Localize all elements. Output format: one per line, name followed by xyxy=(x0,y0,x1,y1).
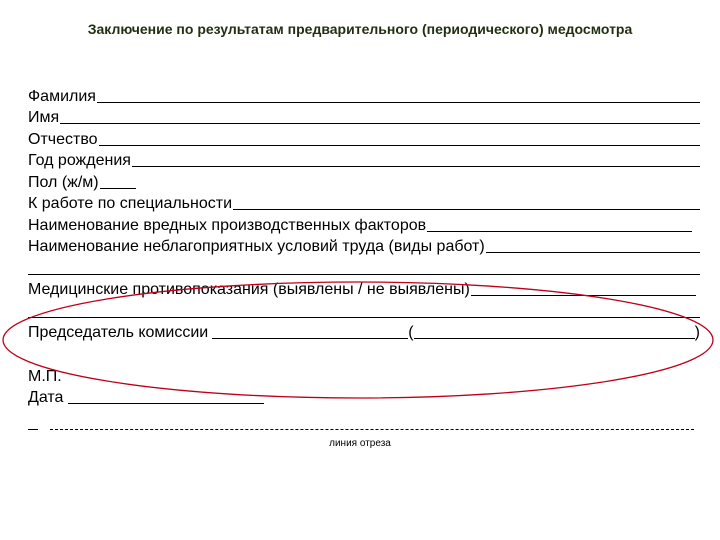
stamp-label: М.П. xyxy=(28,367,62,385)
date-label: Дата xyxy=(28,389,64,406)
conditions-label: Наименование неблагоприятных условий труда (виды работ) xyxy=(28,238,485,255)
cut-line-label: линия отреза xyxy=(329,438,391,449)
birth-year-label: Год рождения xyxy=(28,152,131,169)
chairman-close-paren: ) xyxy=(694,324,700,341)
contraindications-label: Медицинские противопоказания (выявлены / не выявлены) xyxy=(28,281,470,298)
surname-label: Фамилия xyxy=(28,87,96,105)
chairman-open-paren: ( xyxy=(408,324,414,341)
specialty-label: К работе по специальности xyxy=(28,195,233,212)
chairman-label: Председатель комиссии xyxy=(28,324,209,341)
patronymic-label: Отчество xyxy=(28,130,98,148)
hazards-label: Наименование вредных производственных факторов xyxy=(28,216,427,234)
document-title: Заключение по результатам предварительного (периодического) медосмотра xyxy=(87,21,633,37)
highlight-ellipse xyxy=(3,282,713,398)
name-label: Имя xyxy=(28,109,60,126)
sex-label: Пол (ж/м) xyxy=(28,173,99,191)
